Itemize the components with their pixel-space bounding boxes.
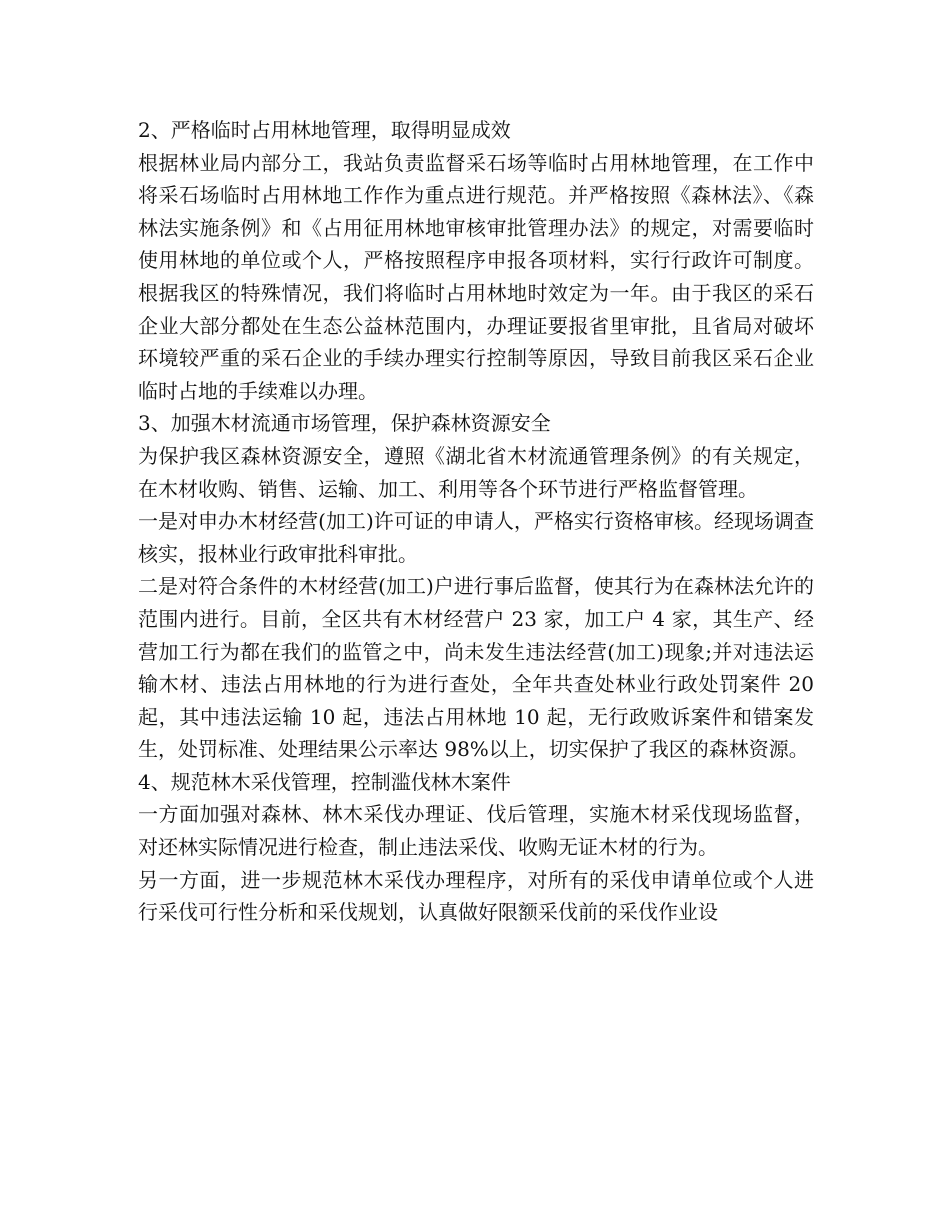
paragraph-logging-management: 一方面加强对森林、林木采伐办理证、伐后管理，实施木材采伐现场监督，对还林实际情况进行检查，制止违法采伐、收购无证木材的行为。 — [138, 802, 814, 860]
section-heading-2: 2、严格临时占用林地管理，取得明显成效 — [138, 118, 511, 142]
paragraph-temporary-forest-land: 根据林业局内部分工，我站负责监督采石场等临时占用林地管理，在工作中将采石场临时占用林地工作作为重点进行规范。并严格按照《森林法》、《森林法实施条例》和《占用征用林地审核审批管理办法》的规定，对需要临时使用林地的单位或个人，严格按照程序申报各项材料，实行行政许可制度。根据我区的特殊情况，我们将临时占用林地时效定为一年。由于我区的采石企业大部分都处在生态公益林范围内，办理证要报省里审批，且省局对破坏环境较严重的采石企业的手续办理实行控制等原因，导致目前我区采石企业临时占地的手续难以办理。 — [138, 150, 814, 403]
paragraph-logging-procedure: 另一方面，进一步规范林木采伐办理程序，对所有的采伐申请单位或个人进行采伐可行性分析和采伐规划，认真做好限额采伐前的采伐作业设 — [138, 867, 814, 925]
section-heading-4: 4、规范林木采伐管理，控制滥伐林木案件 — [138, 769, 511, 794]
document-body — [138, 114, 814, 929]
paragraph-post-supervision: 二是对符合条件的木材经营(加工)户进行事后监督，使其行为在森林法允许的范围内进行。目前，全区共有木材经营户 23 家，加工户 4 家，其生产、经营加工行为都在我们的监管之中，尚未发生违法经营(加工)现象;并对违法运输木材、违法占用林地的行为进行查处，全年共查处林业行政处罚案件 20 起，其中违法运输 10 起，违法占用林地 10 起，无行政败诉案件和错案发生，处罚标准、处理结果公示率达 98%以上，切实保护了我区的森林资源。 — [138, 574, 814, 762]
paragraph-license-review: 一是对申办木材经营(加工)许可证的申请人，严格实行资格审核。经现场调查核实，报林业行政审批科审批。 — [138, 509, 814, 566]
section-heading-3: 3、加强木材流通市场管理，保护森林资源安全 — [138, 411, 551, 436]
paragraph-timber-circulation: 为保护我区森林资源安全，遵照《湖北省木材流通管理条例》的有关规定，在木材收购、销售、运输、加工、利用等各个环节进行严格监督管理。 — [138, 443, 814, 501]
